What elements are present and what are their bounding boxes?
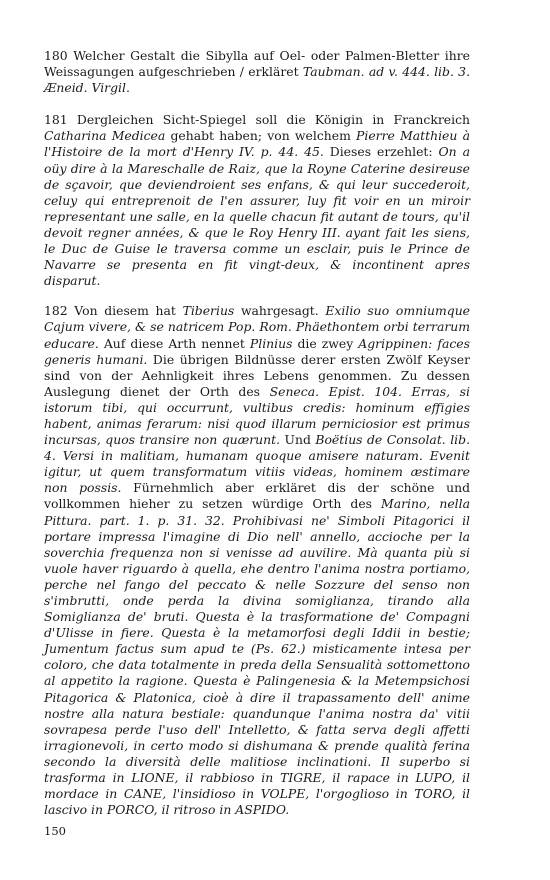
italic-segment: Tiberius [182, 303, 235, 319]
text-segment: 180 Welcher Gestalt die Sibylla auf Oel- oder Palmen-Bletter ihre Weissagungen aufgeschrieben / erkläret [44, 48, 470, 80]
italic-segment: Catharina Medicea [44, 128, 166, 144]
italic-segment: Agrippinen: faces generis humani. [44, 335, 470, 367]
italic-segment: Plinius [249, 335, 293, 351]
page-body [44, 48, 470, 832]
text-segment: Und [280, 432, 316, 448]
text-segment: die zwey [292, 335, 359, 351]
text-segment: 181 Dergleichen Sicht-Spiegel soll die Königin in Franckreich [44, 112, 470, 128]
page-number: 150 [44, 824, 66, 838]
text-segment: Die übrigen Bildnüsse derer ersten Zwölf Keyser sind von der Aehnligkeit ihres Lebens genommen. Zu dessen Auslegung dienet der Orth des [44, 351, 470, 399]
text-segment: Dieses erzehlet: [323, 144, 439, 160]
text-segment: wahrgesagt. [234, 303, 326, 319]
text-segment: Auf diese Arth nennet [98, 335, 250, 351]
italic-segment: Pierre Matthieu à l'Histoire de la mort d'Henry IV. p. 44. 45. [44, 128, 470, 160]
note-181 [44, 112, 470, 289]
italic-segment: Boëtius de Consolat. lib. 4. Versi in malitiam, humanam quoque amisere naturam. Evenit igitur, ut quem transformatum vitiis videas, hominem æstimare non possis. [44, 432, 471, 496]
italic-segment: Taubman. ad v. 444. lib. 3. Æneid. Virgil [44, 64, 471, 96]
italic-segment: Marino, nella Pittura. part. 1. p. 31. 32. Prohibivasi ne' Simboli Pitagorici il portare impressa l'imagine di Dio nell' annello, accioche per la soverchia frequenza non si venisse ad auvilire. Mà quanta più si vuole haver riguardo à quella, ehe dentro l'anima nostra portiamo, perche nel fango del peccato & nelle Sozzure del senso non s'imbrutti, onde perda la divina somiglianza, tirando alla Somiglianza de' bruti. Questa è la trasformatione de' Compagni d'Ulisse in fiere. Questa è la metamorfosi degli Iddii in bestie; Jumentum factus sum apud te (Ps. 62.) misticamente intesa per coloro, che data totalmente in preda della Sensualità sottomettono al appetito la ragione. Questa è Palingenesia & la Metempsichosi Pitagorica & Platonica, cioè à dire il trapassamento dell' anime nostre alla natura bestiale: quandunque l'anima nostra da' vitii sovrapesa perde l'uso dell' Intelletto, & fatta serva degli affetti irragionevoli, in certo modo si dishumana & prende qualità ferina secondo la diversità delle malitiose inclinationi. Il superbo si trasforma in LIONE, il rabbioso in TIGRE, il rapace in LUPO, il mordace in CANE, l'insidioso in VOLPE, l'orgoglioso in TORO, il lascivo in PORCO, il ritroso in ASPIDO. [44, 496, 470, 818]
text-segment: Fürnehmlich aber erkläret dis der schöne und vollkommen hieher zu setzen würdige Orth des [44, 480, 470, 512]
italic-segment: On a oüy dire à la Mareschalle de Raiz, que la Royne Caterine desireuse de sçavoir, que deviendroient ses enfans, & qui leur succederoit, celuy qui entreprenoit de l'en assurer, luy fit voir en un miroir representant une salle, en la quelle chacun fit autant de tours, qu'il devoit regner années, & que le Roy Henry III. ayant fait les siens, le Duc de Guise le traversa comme un esclair, puis le Prince de Navarre se presenta en fit vingt-deux, & incontinent apres disparut. [44, 144, 470, 289]
note-182 [44, 303, 470, 818]
text-segment: . [125, 80, 130, 96]
text-segment: 182 Von diesem hat [44, 303, 183, 319]
note-180 [44, 48, 470, 96]
text-segment: gehabt haben; von welchem [165, 128, 357, 144]
italic-segment: Exilio suo omniumque Cajum vivere, & se natricem Pop. Rom. Phäethontem orbi terrarum educare. [44, 303, 471, 351]
italic-segment: Seneca. Epist. 104. Erras, si istorum tibi, qui occurrunt, vultibus credis: hominum effigies habent, animas ferarum: nisi quod illarum perniciosior est primus incursas, quos transire non quærunt. [44, 383, 470, 448]
